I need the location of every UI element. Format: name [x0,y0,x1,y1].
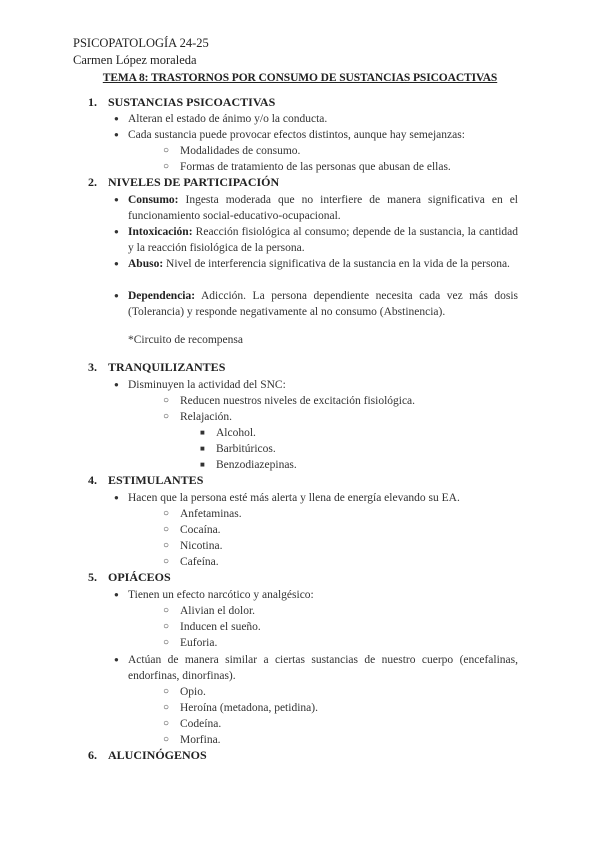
term: Consumo: [128,194,179,206]
course-header: PSICOPATOLOGÍA 24-25 [73,36,209,50]
section-number: 6. [88,748,97,762]
list-item: ● Alteran el estado de ánimo y/o la conducta. [128,111,518,127]
sub-sub-list-item: ■ Benzodiazepinas. [216,457,297,473]
section-title: NIVELES DE PARTICIPACIÓN [108,175,280,189]
sub-list-item: ○ Codeína. [180,716,221,732]
sub-list-item: ○ Reducen nuestros niveles de excitación fisiológica. [180,393,415,409]
list-item [128,288,518,320]
definition: Reacción fisiológica al consumo; depende de la sustancia, la cantidad y la reacción fisiológica de la persona. [128,226,518,254]
section-title: ESTIMULANTES [108,473,204,487]
section-number: 2. [88,175,97,189]
section-heading-2 [88,175,279,190]
section-title: TRANQUILIZANTES [108,360,226,374]
list-item: ● Actúan de manera similar a ciertas sustancias de nuestro cuerpo (encefalinas, endorfinas, dinorfinas). [128,652,518,684]
list-item: ● Hacen que la persona esté más alerta y llena de energía elevando su EA. [128,490,518,506]
list-item [128,224,518,256]
term: Dependencia: [128,290,196,302]
sub-list-item: ○ Formas de tratamiento de las personas que abusan de ellas. [180,159,451,175]
term: Abuso: [128,258,164,270]
sub-list-item: ○ Cafeína. [180,554,219,570]
section-number: 3. [88,360,97,374]
sub-list-item: ○ Anfetaminas. [180,506,242,522]
section-heading-4 [88,473,203,488]
sub-list-item: ○ Inducen el sueño. [180,619,261,635]
list-item: ● Disminuyen la actividad del SNC: [128,377,518,393]
list-item: ● Cada sustancia puede provocar efectos distintos, aunque hay semejanzas: [128,127,518,143]
section-title: ALUCINÓGENOS [108,748,207,762]
author-header: Carmen López moraleda [73,53,197,67]
definition: Adicción. La persona dependiente necesita cada vez más dosis (Tolerancia) y responde negativamente al no consumo (Abstinencia). [128,290,518,318]
section-heading-6 [88,748,207,763]
sub-list-item: ○ Euforia. [180,635,217,651]
note: *Circuito de recompensa [128,334,243,346]
page-title: TEMA 8: TRASTORNOS POR CONSUMO DE SUSTANCIAS PSICOACTIVAS [102,72,498,84]
sub-list-item: ○ Nicotina. [180,538,222,554]
list-item [128,192,518,224]
list-item [128,256,518,272]
sub-list-item: ○ Morfina. [180,732,221,748]
section-title: OPIÁCEOS [108,570,171,584]
section-number: 4. [88,473,97,487]
sub-list-item: ○ Alivian el dolor. [180,603,255,619]
definition: Ingesta moderada que no interfiere de manera significativa en el funcionamiento social-educativo-ocupacional. [128,194,518,222]
sub-list-item: ○ Relajación. [180,409,232,425]
sub-list-item: ○ Heroína (metadona, petidina). [180,700,318,716]
section-heading-3 [88,360,225,375]
section-number: 1. [88,95,97,109]
sub-list-item: ○ Modalidades de consumo. [180,143,300,159]
section-heading-1 [88,95,275,110]
term: Intoxicación: [128,226,193,238]
sub-sub-list-item: ■ Alcohol. [216,425,256,441]
section-title: SUSTANCIAS PSICOACTIVAS [108,95,276,109]
section-heading-5 [88,570,171,585]
sub-list-item: ○ Cocaína. [180,522,221,538]
definition: Nivel de interferencia significativa de la sustancia en la vida de la persona. [163,258,510,270]
section-number: 5. [88,570,97,584]
list-item: ● Tienen un efecto narcótico y analgésico: [128,587,518,603]
sub-sub-list-item: ■ Barbitúricos. [216,441,276,457]
sub-list-item: ○ Opio. [180,684,206,700]
